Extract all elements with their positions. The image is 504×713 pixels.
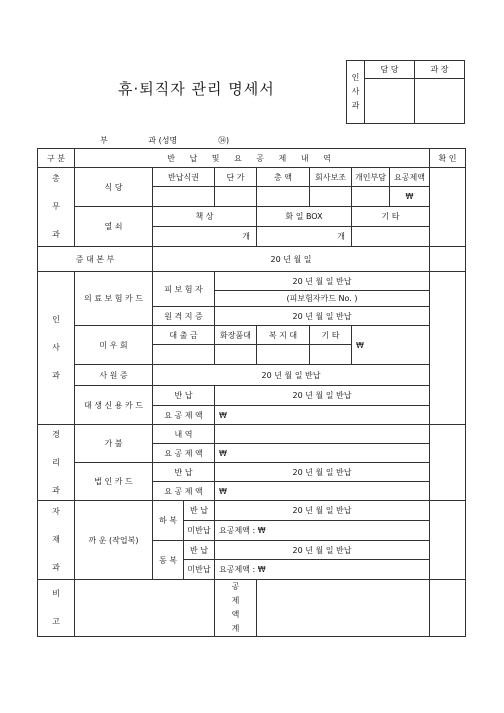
insurance-card-label: 의 료 보 험 카 드: [75, 272, 153, 326]
corp-deduct-value[interactable]: ₩: [215, 482, 430, 501]
section-chongmu: 총 무 과: [38, 168, 75, 247]
advance-label: 가 불: [75, 425, 153, 463]
cafe-company-input[interactable]: [310, 187, 352, 207]
winter-label: 동 복: [153, 541, 184, 580]
summer-label: 하 복: [153, 501, 184, 541]
header-items: 반 납 및 요 공 제 내 역: [75, 149, 430, 168]
cafe-col-deduct: 요공제액: [390, 168, 430, 187]
corp-return-date[interactable]: 20 년 월 일 반납: [215, 463, 430, 482]
cafe-deduct-input[interactable]: ₩: [390, 187, 430, 207]
cafe-price-input[interactable]: [215, 187, 257, 207]
corp-card-label: 법 인 카 드: [75, 463, 153, 501]
summer-deduct[interactable]: 요공제액 : ₩: [215, 521, 430, 541]
advance-deduct-value[interactable]: ₩: [215, 444, 430, 463]
credit-deduct-value[interactable]: ₩: [215, 406, 430, 425]
section-jajae: 자 재 과: [38, 501, 75, 580]
winter-return-label: 반 납: [184, 541, 215, 560]
department-line: 부 과 (성명 ㉞): [100, 136, 230, 145]
approval-col-staff: 담 당: [365, 61, 415, 79]
id-card-date[interactable]: 20 년 월 일: [153, 247, 430, 272]
uniform-label: 까 운 (작업복): [75, 501, 153, 580]
confirm-gyeongri[interactable]: [430, 425, 466, 501]
keys-filebox-count[interactable]: 개: [257, 227, 352, 247]
confirm-chongmu[interactable]: [430, 168, 466, 247]
advance-detail-input[interactable]: [215, 425, 430, 444]
main-form-table: [37, 148, 466, 637]
approval-manager-sign[interactable]: [415, 79, 465, 124]
arrears-col-welfare: 복 지 대: [257, 326, 310, 345]
insured-card-no[interactable]: (피보험자카드 No. ): [215, 291, 430, 307]
remarks-input[interactable]: [75, 580, 215, 637]
arrears-total[interactable]: ₩: [352, 326, 430, 365]
section-insa: 인 사 과: [38, 272, 75, 425]
approval-side-label: 인 사 과: [347, 61, 365, 124]
corp-return-label: 반 납: [153, 463, 215, 482]
keys-desk-count[interactable]: 개: [153, 227, 257, 247]
employee-card-label: 사 원 증: [75, 365, 153, 386]
arrears-col-etc: 기 타: [310, 326, 352, 345]
document-title: 휴·퇴직자 관리 명세서: [118, 80, 275, 98]
keys-etc-input[interactable]: [352, 227, 430, 247]
cafe-total-input[interactable]: [257, 187, 310, 207]
winter-deduct[interactable]: 요공제액 : ₩: [215, 560, 430, 580]
confirm-insa[interactable]: [430, 272, 466, 425]
cafe-col-company: 회사보조: [310, 168, 352, 187]
credit-return-date[interactable]: 20 년 월 일 반납: [215, 386, 430, 406]
keys-col-filebox: 화 일 BOX: [257, 207, 352, 227]
cafe-col-personal: 개인부담: [352, 168, 390, 187]
confirm-remarks[interactable]: [430, 580, 466, 637]
keys-label: 열 쇠: [75, 207, 153, 247]
keys-col-etc: 기 타: [352, 207, 430, 227]
confirm-jajae[interactable]: [430, 501, 466, 580]
header-confirm: 확 인: [430, 149, 466, 168]
advance-deduct-label: 요 공 제 액: [153, 444, 215, 463]
deduct-total-input[interactable]: [257, 580, 430, 637]
employee-card-date[interactable]: 20 년 월 일 반납: [153, 365, 430, 386]
deduct-total-label: 공 제 액 계: [215, 580, 257, 637]
confirm-id-card[interactable]: [430, 247, 466, 272]
summer-return-date[interactable]: 20 년 월 일 반납: [215, 501, 430, 521]
credit-deduct-label: 요 공 제 액: [153, 406, 215, 425]
arrears-col-loan: 대 출 금: [153, 326, 215, 345]
approval-box: [346, 60, 465, 124]
cafe-col-tickets: 반납식권: [153, 168, 215, 187]
winter-return-date[interactable]: 20 년 월 일 반납: [215, 541, 430, 560]
credit-return-label: 반 납: [153, 386, 215, 406]
keys-col-desk: 책 상: [153, 207, 257, 227]
credit-card-label: 대 생 신 용 카 드: [75, 386, 153, 425]
section-gyeongri: 경 리 과: [38, 425, 75, 501]
cafe-personal-input[interactable]: [352, 187, 390, 207]
original-cert-label: 원 격 지 증: [153, 307, 215, 326]
arrears-cosmetics-input[interactable]: [215, 345, 257, 365]
original-cert-date[interactable]: 20 년 월 일 반납: [215, 307, 430, 326]
advance-detail-label: 내 역: [153, 425, 215, 444]
summer-return-label: 반 납: [184, 501, 215, 521]
summer-unreturned-label: 미반납: [184, 521, 215, 541]
winter-unreturned-label: 미반납: [184, 560, 215, 580]
corp-deduct-label: 요 공 제 액: [153, 482, 215, 501]
cafe-col-total: 총 액: [257, 168, 310, 187]
arrears-welfare-input[interactable]: [257, 345, 310, 365]
cafe-tickets-input[interactable]: [153, 187, 215, 207]
arrears-col-cosmetics: 화장품대: [215, 326, 257, 345]
approval-staff-sign[interactable]: [365, 79, 415, 124]
section-remarks: 비 고: [38, 580, 75, 637]
insured-date[interactable]: 20 년 월 일 반납: [215, 272, 430, 291]
cafeteria-label: 식 당: [75, 168, 153, 207]
cafe-col-price: 단 가: [215, 168, 257, 187]
header-gubun: 구 분: [38, 149, 75, 168]
arrears-loan-input[interactable]: [153, 345, 215, 365]
approval-col-manager: 과 장: [415, 61, 465, 79]
insured-label: 피 보 험 자: [153, 272, 215, 307]
arrears-label: 미 우 회: [75, 326, 153, 365]
id-card-label: 증 대 본 부: [38, 247, 153, 272]
arrears-etc-input[interactable]: [310, 345, 352, 365]
